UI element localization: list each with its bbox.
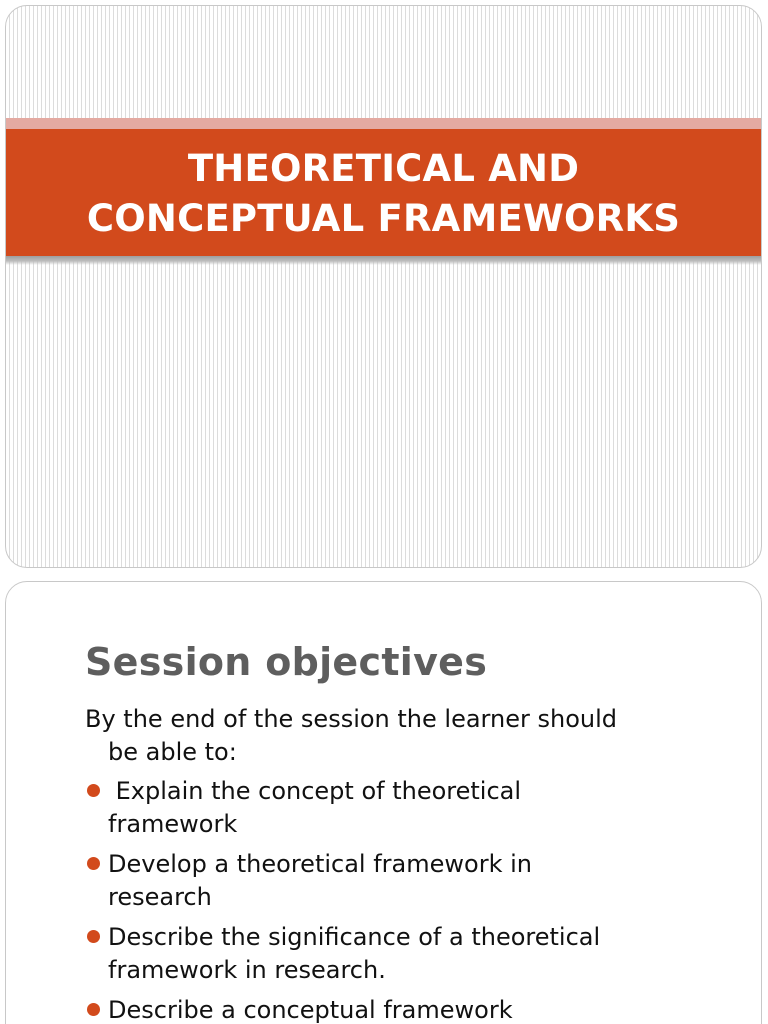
objectives-list [85, 775, 725, 1024]
title-slide [5, 5, 762, 568]
bullet-icon [87, 1003, 100, 1016]
objectives-intro [85, 703, 725, 769]
slide-title-line-1: THEORETICAL AND [187, 146, 580, 190]
objectives-intro-line-1: By the end of the session the learner should [85, 705, 617, 733]
objective-item [85, 994, 725, 1024]
objective-text-line-1: Explain the concept of theoretical [108, 777, 522, 805]
title-band-shadow [6, 256, 761, 265]
objectives-slide [5, 581, 762, 1024]
title-band [6, 129, 761, 256]
objective-text-line-1: Describe the significance of a theoretical [108, 923, 601, 951]
slide-title [87, 142, 680, 244]
objective-text-line-2: framework in research. [108, 956, 386, 984]
objective-text-line-2: framework [108, 810, 238, 838]
objective-item [85, 921, 725, 987]
objectives-heading: Session objectives [85, 640, 488, 684]
bullet-icon [87, 784, 100, 797]
objective-item [85, 775, 725, 841]
bullet-icon [87, 857, 100, 870]
objective-text-line-1: Describe a conceptual framework [108, 996, 513, 1024]
bullet-icon [87, 930, 100, 943]
slide-title-line-2: CONCEPTUAL FRAMEWORKS [86, 196, 681, 240]
objectives-intro-line-2: be able to: [108, 738, 237, 766]
objective-text-line-2: research [108, 883, 212, 911]
objective-text-line-1: Develop a theoretical framework in [108, 850, 532, 878]
title-band-top-stripe [6, 118, 761, 129]
objective-item [85, 848, 725, 914]
